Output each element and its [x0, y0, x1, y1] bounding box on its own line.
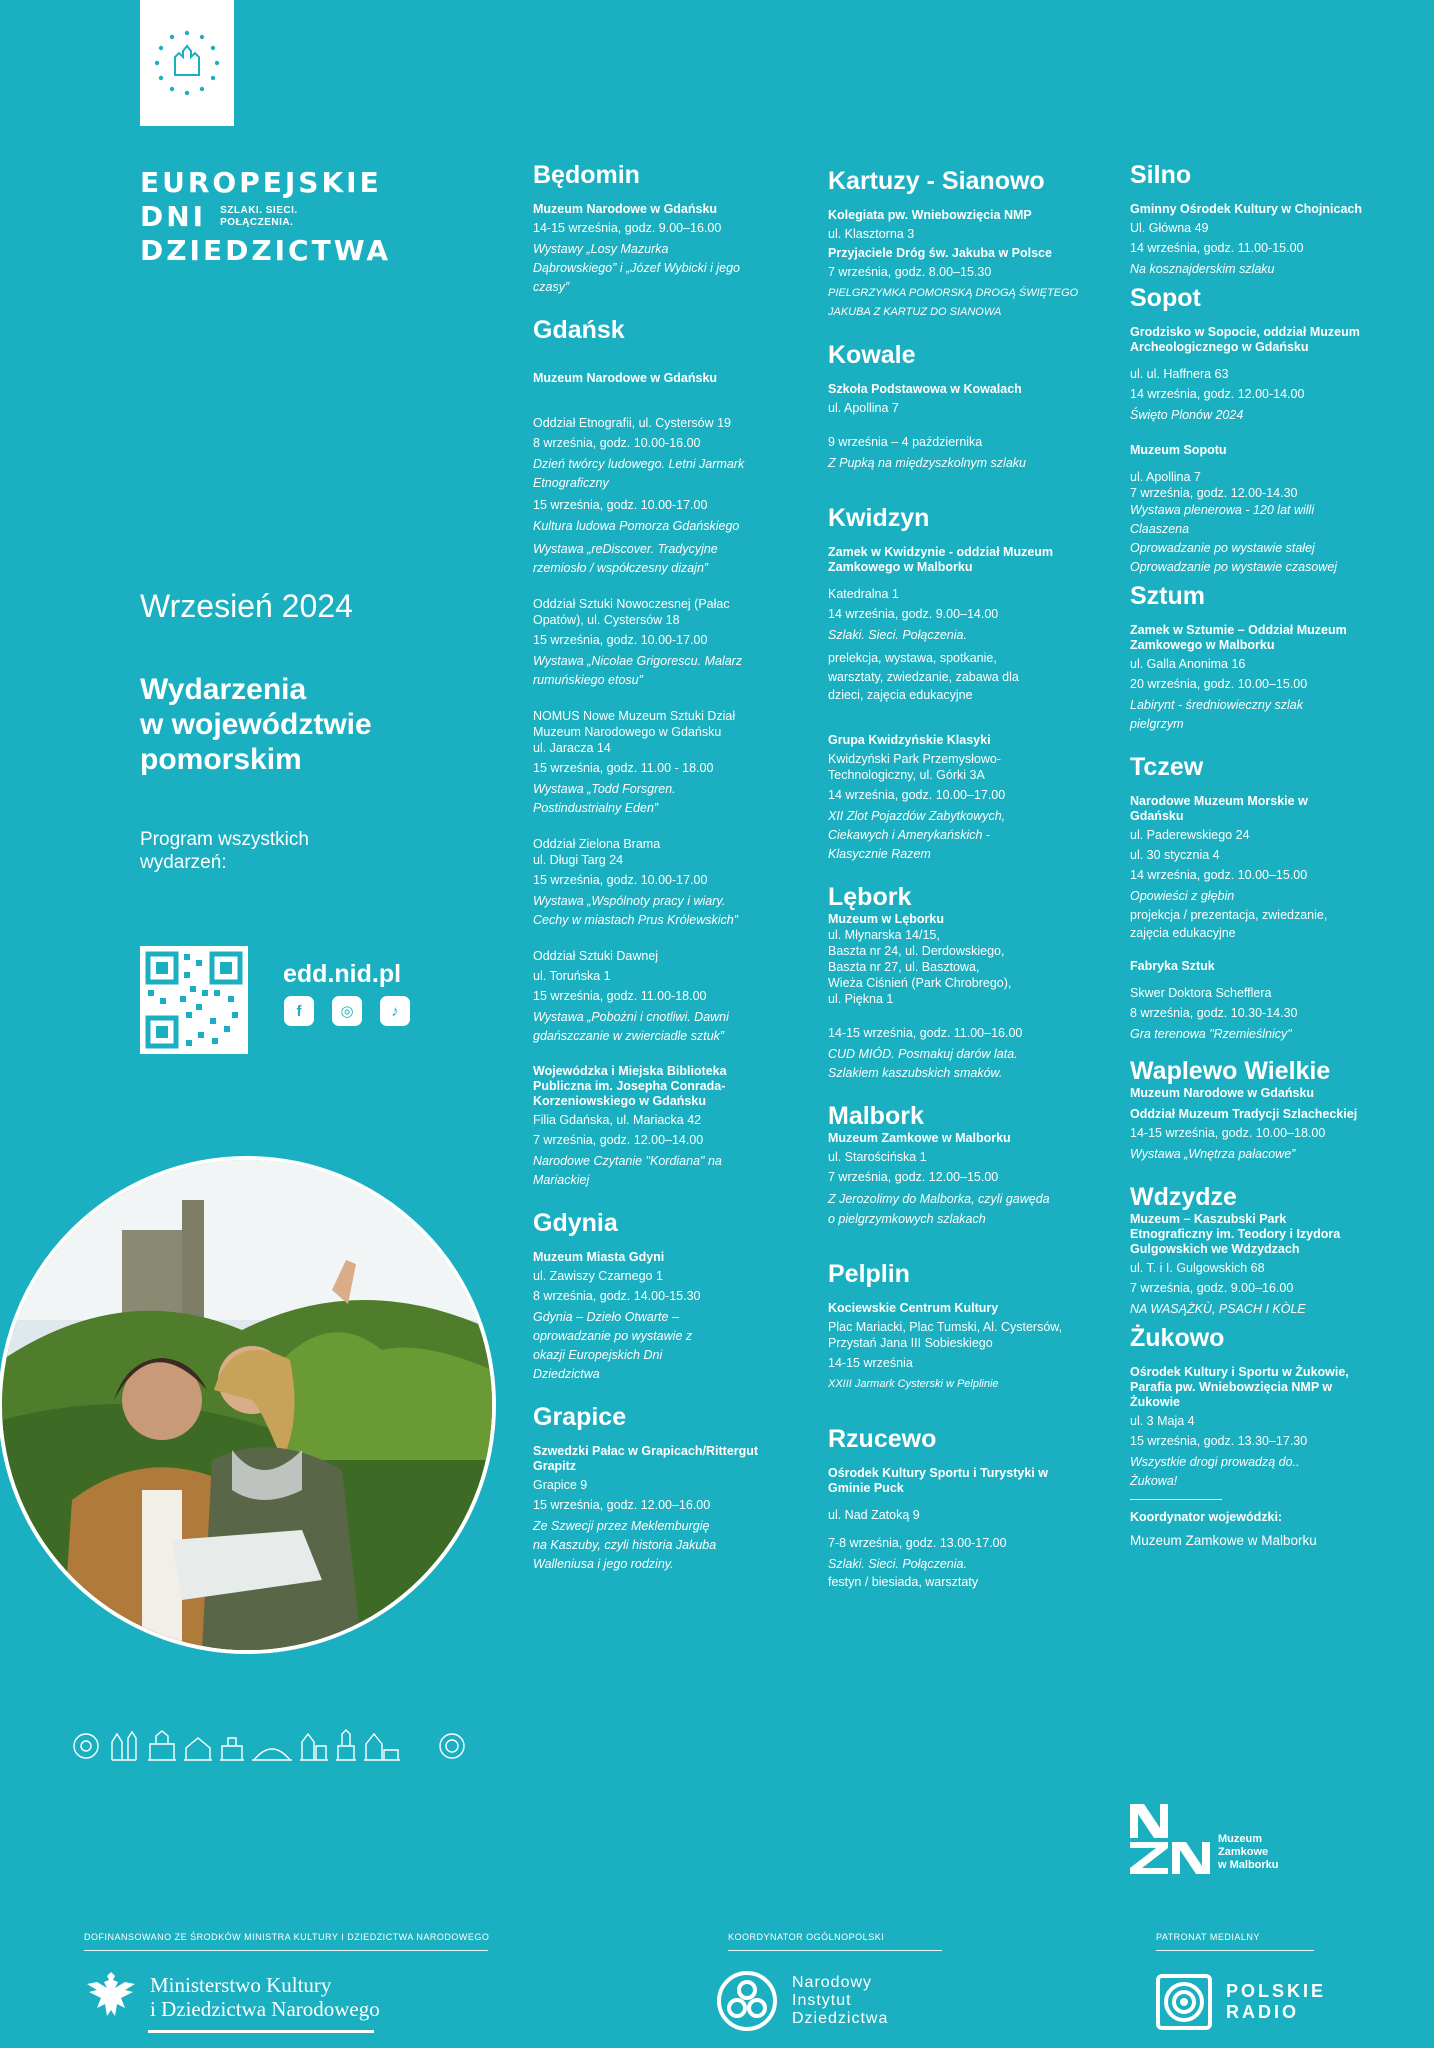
- event-title: Wszystkie drogi prowadzą do..: [1130, 1455, 1300, 1469]
- org: Archeologicznego w Gdańsku: [1130, 340, 1309, 354]
- city-gdynia: Gdynia: [533, 1209, 618, 1237]
- nid-line-2: Instytut: [792, 1992, 852, 2009]
- event-title: CUD MIÓD. Posmakuj darów lata.: [828, 1047, 1018, 1061]
- monuments-icon: [72, 1728, 472, 1764]
- tiktok-icon[interactable]: ♪: [380, 996, 410, 1026]
- event-date: 7 września, godz. 12.00–14.00: [533, 1133, 704, 1147]
- event-address: Grapice 9: [533, 1478, 588, 1492]
- org: Etnograficzny im. Teodory i Izydora: [1130, 1227, 1341, 1241]
- event-title: Szlakiem kaszubskich smaków.: [828, 1066, 1003, 1080]
- org: Zamek w Sztumie – Oddział Muzeum: [1130, 623, 1347, 637]
- mzm-line-2: Zamkowe: [1218, 1846, 1269, 1858]
- radio-text: [1226, 1981, 1326, 2023]
- event-address: Ul. Główna 49: [1130, 221, 1209, 235]
- radio-waves-icon: [1156, 1974, 1212, 2030]
- polskie-radio-logo: [1156, 1974, 1326, 2030]
- event-title: Wystawa „Wnętrza pałacowe”: [1130, 1147, 1296, 1161]
- event-date: 15 września, godz. 10.00-17.00: [533, 633, 708, 647]
- org: Muzeum Narodowe w Gdańsku: [1130, 1086, 1315, 1100]
- org: Zamkowego w Malborku: [828, 560, 973, 574]
- event-date: 7 września, godz. 12.00-14.30: [1130, 486, 1298, 500]
- event-title: rumuńskiego etosu”: [533, 673, 643, 687]
- brand-tagline: [220, 205, 298, 229]
- event-address: Wieża Ciśnień (Park Chrobrego),: [828, 976, 1012, 990]
- event-title: Mariackiej: [533, 1173, 590, 1187]
- title-line-2: w województwie: [140, 708, 372, 741]
- program-text: [140, 828, 390, 874]
- city-kartuzy: Kartuzy - Sianowo: [828, 167, 1045, 195]
- event-date: 15 września, godz. 11.00 - 18.00: [533, 761, 714, 775]
- column-2: [828, 166, 1084, 1594]
- column-1: [533, 160, 789, 1578]
- edd-emblem: [140, 0, 234, 126]
- city-bedomin: Będomin: [533, 161, 640, 189]
- event-title: Gra terenowa "Rzemieślnicy": [1130, 1027, 1292, 1041]
- event-place: NOMUS Nowe Muzeum Sztuki Dział: [533, 709, 736, 723]
- event-place: ul. Jaracza 14: [533, 741, 611, 755]
- title-line-3: pomorskim: [140, 743, 302, 776]
- event-address: Technologiczny, ul. Górki 3A: [828, 768, 985, 782]
- org: Muzeum – Kaszubski Park: [1130, 1212, 1287, 1226]
- event-date: 15 września, godz. 10.00-17.00: [533, 873, 708, 887]
- org: Gdańsku: [1130, 809, 1184, 823]
- event-date: 8 września, godz. 14.00-15.30: [533, 1289, 701, 1303]
- event-title: gdańszczanie w zwierciadle sztuk”: [533, 1029, 725, 1043]
- event-date: 14 września, godz. 11.00-15.00: [1130, 241, 1304, 255]
- program-line-2: wydarzeń:: [140, 852, 227, 873]
- event-address: Baszta nr 24, ul. Derdowskiego,: [828, 944, 1005, 958]
- title-line-1: Wydarzenia: [140, 673, 307, 706]
- event-title: Postindustrialny Eden”: [533, 801, 659, 815]
- event-title: Szlaki. Sieci. Połączenia.: [828, 628, 967, 642]
- instagram-icon[interactable]: ◎: [332, 996, 362, 1026]
- event-date: 14 września, godz. 10.00–15.00: [1130, 868, 1308, 882]
- mzm-monogram-icon: [1130, 1804, 1210, 1876]
- event-date: 14 września, godz. 9.00–14.00: [828, 607, 999, 621]
- event-date: 14-15 września, godz. 9.00–16.00: [533, 221, 722, 235]
- event-address: Skwer Doktora Schefflera: [1130, 986, 1272, 1000]
- nid-emblem-icon: [716, 1970, 778, 2032]
- event-title: Opowieści z głębin: [1130, 889, 1235, 903]
- event-date: 15 września, godz. 10.00-17.00: [533, 498, 708, 512]
- ministry-underline: [148, 2030, 374, 2033]
- ministry-text: [150, 1973, 380, 2021]
- org: Muzeum w Lęborku: [828, 912, 944, 926]
- event-date: 7 września, godz. 12.00–15.00: [828, 1170, 999, 1184]
- event-title: oprowadzanie po wystawie z: [533, 1329, 693, 1343]
- event-title: Z Pupką na międzyszkolnym szlaku: [828, 456, 1026, 470]
- city-pelplin: Pelplin: [828, 1260, 910, 1288]
- nid-line-1: Narodowy: [792, 1974, 873, 1991]
- city-waplewo: Waplewo Wielkie: [1130, 1057, 1331, 1085]
- event-address: ul. Zawiszy Czarnego 1: [533, 1269, 663, 1283]
- org: Fabryka Sztuk: [1130, 959, 1215, 973]
- tagline-2: POŁĄCZENIA.: [220, 217, 294, 228]
- org: Muzeum Sopotu: [1130, 443, 1227, 457]
- city-wdzydze: Wdzydze: [1130, 1183, 1237, 1211]
- city-silno: Silno: [1130, 161, 1192, 189]
- event-address: ul. 3 Maja 4: [1130, 1414, 1195, 1428]
- city-sztum: Sztum: [1130, 582, 1205, 610]
- org: Parafia pw. Wniebowzięcia NMP w: [1130, 1380, 1333, 1394]
- media-patron-label: PATRONAT MEDIALNY: [1156, 1932, 1260, 1942]
- event-date: 15 września, godz. 13.30–17.30: [1130, 1434, 1308, 1448]
- event-title: Wystawa plenerowa - 120 lat willi: [1130, 503, 1315, 517]
- brand-line-1: EUROPEJSKIE: [140, 166, 382, 199]
- event-address: ul. Klasztorna 3: [828, 227, 915, 241]
- city-grapice: Grapice: [533, 1403, 627, 1431]
- mzm-line-3: w Malborku: [1218, 1859, 1279, 1871]
- event-address: ul. Starościńska 1: [828, 1150, 927, 1164]
- event-date: 9 września – 4 października: [828, 435, 983, 449]
- event-address: ul. Nad Zatoką 9: [828, 1508, 920, 1522]
- event-description: dzieci, zajęcia edukacyjne: [828, 688, 973, 702]
- page-title: [140, 672, 372, 777]
- brand-wordmark: [140, 166, 430, 268]
- event-address: ul. ul. Haffnera 63: [1130, 367, 1229, 381]
- event-address: ul. Apollina 7: [828, 401, 899, 415]
- ministry-line-2: i Dziedzictwa Narodowego: [150, 1997, 380, 2021]
- event-title: Dziedzictwa: [533, 1367, 600, 1381]
- event-title: Kultura ludowa Pomorza Gdańskiego: [533, 519, 740, 533]
- event-title: Dzień twórcy ludowego. Letni Jarmark: [533, 457, 745, 471]
- event-title: Cechy w miastach Prus Królewskich”: [533, 913, 738, 927]
- radio-line-2: RADIO: [1226, 2002, 1299, 2022]
- event-description: festyn / biesiada, warsztaty: [828, 1575, 979, 1589]
- org: Narodowe Muzeum Morskie w: [1130, 794, 1308, 808]
- org: Zamkowego w Malborku: [1130, 638, 1275, 652]
- org: Ośrodek Kultury i Sportu w Żukowie,: [1130, 1365, 1349, 1379]
- photo-illustration: [2, 1160, 492, 1650]
- org: Publiczna im. Josepha Conrada-: [533, 1079, 726, 1093]
- footer-divider: [84, 1950, 488, 1951]
- event-date: 7 września, godz. 8.00–15.30: [828, 265, 992, 279]
- event-place: Oddział Sztuki Dawnej: [533, 949, 659, 963]
- event-date: 14 września, godz. 10.00–17.00: [828, 788, 1006, 802]
- column-3: [1130, 160, 1392, 1553]
- org: Grodzisko w Sopocie, oddział Muzeum: [1130, 325, 1360, 339]
- event-title: Wystawa „Wspólnoty pracy i wiary.: [533, 894, 726, 908]
- org: Wojewódzka i Miejska Biblioteka: [533, 1064, 727, 1078]
- event-description: prelekcja, wystawa, spotkanie,: [828, 651, 997, 665]
- city-gdansk: Gdańsk: [533, 316, 625, 344]
- event-address: ul. Młynarska 14/15,: [828, 928, 940, 942]
- org: Korzeniowskiego w Gdańsku: [533, 1094, 706, 1108]
- event-title: Oprowadzanie po wystawie czasowej: [1130, 560, 1338, 574]
- org: Kociewskie Centrum Kultury: [828, 1301, 999, 1315]
- event-title: PIELGRZYMKA POMORSKĄ DROGĄ ŚWIĘTEGO: [828, 287, 1079, 299]
- eagle-icon: [84, 1968, 138, 2026]
- brand-line-2: DNI: [140, 200, 207, 233]
- org: Gminny Ośrodek Kultury w Chojnicach: [1130, 202, 1362, 216]
- city-kwidzyn: Kwidzyn: [828, 504, 930, 532]
- footer-divider: [1156, 1950, 1314, 1951]
- event-address: ul. T. i I. Gulgowskich 68: [1130, 1261, 1265, 1275]
- event-place: Oddział Zielona Brama: [533, 837, 661, 851]
- event-address: Plac Mariacki, Plac Tumski, Al. Cystersów,: [828, 1320, 1063, 1334]
- nid-logo: [716, 1970, 888, 2032]
- month-heading: Wrzesień 2024: [140, 588, 353, 624]
- event-address: Kwidzyński Park Przemysłowo-: [828, 752, 1001, 766]
- brand-line-3: DZIEDZICTWA: [140, 234, 391, 267]
- event-address: ul. 30 stycznia 4: [1130, 848, 1220, 862]
- event-title: Żukowa!: [1130, 1474, 1178, 1488]
- event-title: czasy”: [533, 280, 570, 294]
- event-title: Claaszena: [1130, 522, 1190, 536]
- city-lebork: Lębork: [828, 883, 912, 911]
- org: Grapitz: [533, 1459, 577, 1473]
- event-address: ul. Piękna 1: [828, 992, 894, 1006]
- org: Gminie Puck: [828, 1481, 904, 1495]
- event-place: Muzeum Narodowego w Gdańsku: [533, 725, 722, 739]
- event-title: Dąbrowskiego” i „Józef Wybicki i jego: [533, 261, 741, 275]
- event-place: Oddział Etnografii, ul. Cystersów 19: [533, 416, 732, 430]
- city-rzucewo: Rzucewo: [828, 1425, 937, 1453]
- event-title: Z Jerozolimy do Malborka, czyli gawęda: [828, 1192, 1050, 1206]
- org: Grupa Kwidzyńskie Klasyki: [828, 733, 991, 747]
- event-title: JAKUBA Z KARTUZ DO SIANOWA: [828, 306, 1002, 318]
- event-title: Wystawa „Nicolae Grigorescu. Malarz: [533, 654, 743, 668]
- event-title: Wystawa „Todd Forsgren.: [533, 782, 676, 796]
- event-description: warsztaty, zwiedzanie, zabawa dla: [828, 670, 1019, 684]
- event-address: Baszta nr 27, ul. Basztowa,: [828, 960, 980, 974]
- org: Zamek w Kwidzynie - oddział Muzeum: [828, 545, 1054, 559]
- org: Ośrodek Kultury Sportu i Turystyki w: [828, 1466, 1048, 1480]
- qr-icon: [140, 946, 248, 1054]
- event-address: Katedralna 1: [828, 587, 899, 601]
- event-title: o pielgrzymkowych szlakach: [828, 1212, 986, 1226]
- footer-divider: [728, 1950, 942, 1951]
- event-title: Etnograficzny: [533, 476, 609, 490]
- event-place: Filia Gdańska, ul. Mariacka 42: [533, 1113, 702, 1127]
- nid-text: [792, 1974, 888, 2028]
- event-date: 15 września, godz. 12.00–16.00: [533, 1498, 711, 1512]
- divider: [1130, 1499, 1222, 1500]
- event-title: Labirynt - średniowieczny szlak: [1130, 698, 1303, 712]
- event-title: Wystawa „reDiscover. Tradycyjne: [533, 542, 718, 556]
- event-title: XXIII Jarmark Cysterski w Pelplinie: [828, 1378, 999, 1390]
- city-kowale: Kowale: [828, 341, 916, 369]
- event-place: ul. Długi Targ 24: [533, 853, 624, 867]
- org: Muzeum Narodowe w Gdańsku: [533, 202, 718, 216]
- event-title: Narodowe Czytanie "Kordiana" na: [533, 1154, 722, 1168]
- city-malbork: Malbork: [828, 1102, 924, 1130]
- event-title: rzemiosło / współczesny dizajn”: [533, 561, 709, 575]
- program-line-1: Program wszystkich: [140, 829, 309, 850]
- coordinator-label: Koordynator wojewódzki:: [1130, 1510, 1283, 1524]
- city-zukowo: Żukowo: [1130, 1324, 1225, 1352]
- malbork-museum-logo: [1130, 1804, 1279, 1876]
- org: Żukowie: [1130, 1395, 1181, 1409]
- event-address: ul. Apollina 7: [1130, 470, 1201, 484]
- event-title: Oprowadzanie po wystawie stałej: [1130, 541, 1315, 555]
- facebook-icon[interactable]: f: [284, 996, 314, 1026]
- tagline-1: SZLAKI. SIECI.: [220, 205, 298, 216]
- radio-line-1: POLSKIE: [1226, 1981, 1327, 2001]
- org: Oddział Muzeum Tradycji Szlacheckiej: [1130, 1107, 1358, 1121]
- ministry-logo: [84, 1968, 380, 2026]
- event-address: ul. Paderewskiego 24: [1130, 828, 1250, 842]
- org: Gulgowskich we Wdzydzach: [1130, 1242, 1300, 1256]
- event-title: Walleniusa i jego rodziny.: [533, 1557, 674, 1571]
- event-date: 7 września, godz. 9.00–16.00: [1130, 1281, 1294, 1295]
- event-date: 14-15 września: [828, 1356, 913, 1370]
- mzm-logo-text: [1218, 1833, 1279, 1872]
- coordinator-name: Muzeum Zamkowe w Malborku: [1130, 1533, 1317, 1548]
- event-title: Święto Plonów 2024: [1130, 408, 1244, 422]
- event-address: ul. Galla Anonima 16: [1130, 657, 1246, 671]
- org: Muzeum Miasta Gdyni: [533, 1250, 665, 1264]
- event-title: NA WASĄŻKÙ, PSACH I KÒLE: [1130, 1302, 1306, 1316]
- coordinator-label-footer: KOORDYNATOR OGÓLNOPOLSKI: [728, 1932, 885, 1942]
- event-date: 14 września, godz. 12.00-14.00: [1130, 387, 1305, 401]
- event-title: Wystawy „Losy Mazurka: [533, 242, 669, 256]
- stars-castle-icon: [149, 25, 225, 101]
- city-sopot: Sopot: [1130, 284, 1201, 312]
- org: Przyjaciele Dróg św. Jakuba w Polsce: [828, 246, 1052, 260]
- org: Szwedzki Pałac w Grapicach/Rittergut: [533, 1444, 759, 1458]
- ministry-line-1: Ministerstwo Kultury: [150, 1973, 332, 1997]
- event-date: 7-8 września, godz. 13.00-17.00: [828, 1536, 1007, 1550]
- event-title: Ze Szwecji przez Meklemburgię: [533, 1519, 710, 1533]
- tourists-photo: [0, 1156, 496, 1654]
- event-title: Wystawa „Pobożni i cnotliwi. Dawni: [533, 1010, 729, 1024]
- event-title: okazji Europejskich Dni: [533, 1348, 663, 1362]
- mzm-line-1: Muzeum: [1218, 1833, 1262, 1845]
- event-title: pielgrzym: [1130, 717, 1184, 731]
- event-place: ul. Toruńska 1: [533, 969, 611, 983]
- event-title: na Kaszuby, czyli historia Jakuba: [533, 1538, 717, 1552]
- event-description: projekcja / prezentacja, zwiedzanie,: [1130, 908, 1328, 922]
- event-date: 8 września, godz. 10.00-16.00: [533, 436, 701, 450]
- event-title: Na kosznajderskim szlaku: [1130, 262, 1275, 276]
- org: Muzeum Narodowe w Gdańsku: [533, 371, 718, 385]
- monuments-strip: [72, 1728, 472, 1769]
- event-title: Klasycznie Razem: [828, 847, 931, 861]
- org: Muzeum Zamkowe w Malborku: [828, 1131, 1011, 1145]
- qr-code[interactable]: [140, 946, 248, 1054]
- event-date: 8 września, godz. 10.30-14.30: [1130, 1006, 1298, 1020]
- event-title: Ciekawych i Amerykańskich -: [828, 828, 991, 842]
- event-description: zajęcia edukacyjne: [1130, 926, 1236, 940]
- event-address: Przystań Jana III Sobieskiego: [828, 1336, 993, 1350]
- city-tczew: Tczew: [1130, 753, 1204, 781]
- funding-label: DOFINANSOWANO ZE ŚRODKÓW MINISTRA KULTURY I DZIEDZICTWA NARODOWEGO: [84, 1932, 490, 1942]
- event-date: 14-15 września, godz. 11.00–16.00: [828, 1026, 1023, 1040]
- org: Szkoła Podstawowa w Kowalach: [828, 382, 1022, 396]
- website-link[interactable]: edd.nid.pl: [283, 960, 402, 988]
- event-place: Oddział Sztuki Nowoczesnej (Pałac: [533, 597, 730, 611]
- event-title: XII Zlot Pojazdów Zabytkowych,: [828, 809, 1006, 823]
- event-place: Opatów), ul. Cystersów 18: [533, 613, 680, 627]
- event-date: 14-15 września, godz. 10.00–18.00: [1130, 1126, 1326, 1140]
- event-date: 15 września, godz. 11.00-18.00: [533, 989, 707, 1003]
- event-title: Szlaki. Sieci. Połączenia.: [828, 1557, 967, 1571]
- org: Kolegiata pw. Wniebowzięcia NMP: [828, 208, 1032, 222]
- event-date: 20 września, godz. 10.00–15.00: [1130, 677, 1308, 691]
- nid-line-3: Dziedzictwa: [792, 2010, 889, 2027]
- event-title: Gdynia – Dzieło Otwarte –: [533, 1310, 679, 1324]
